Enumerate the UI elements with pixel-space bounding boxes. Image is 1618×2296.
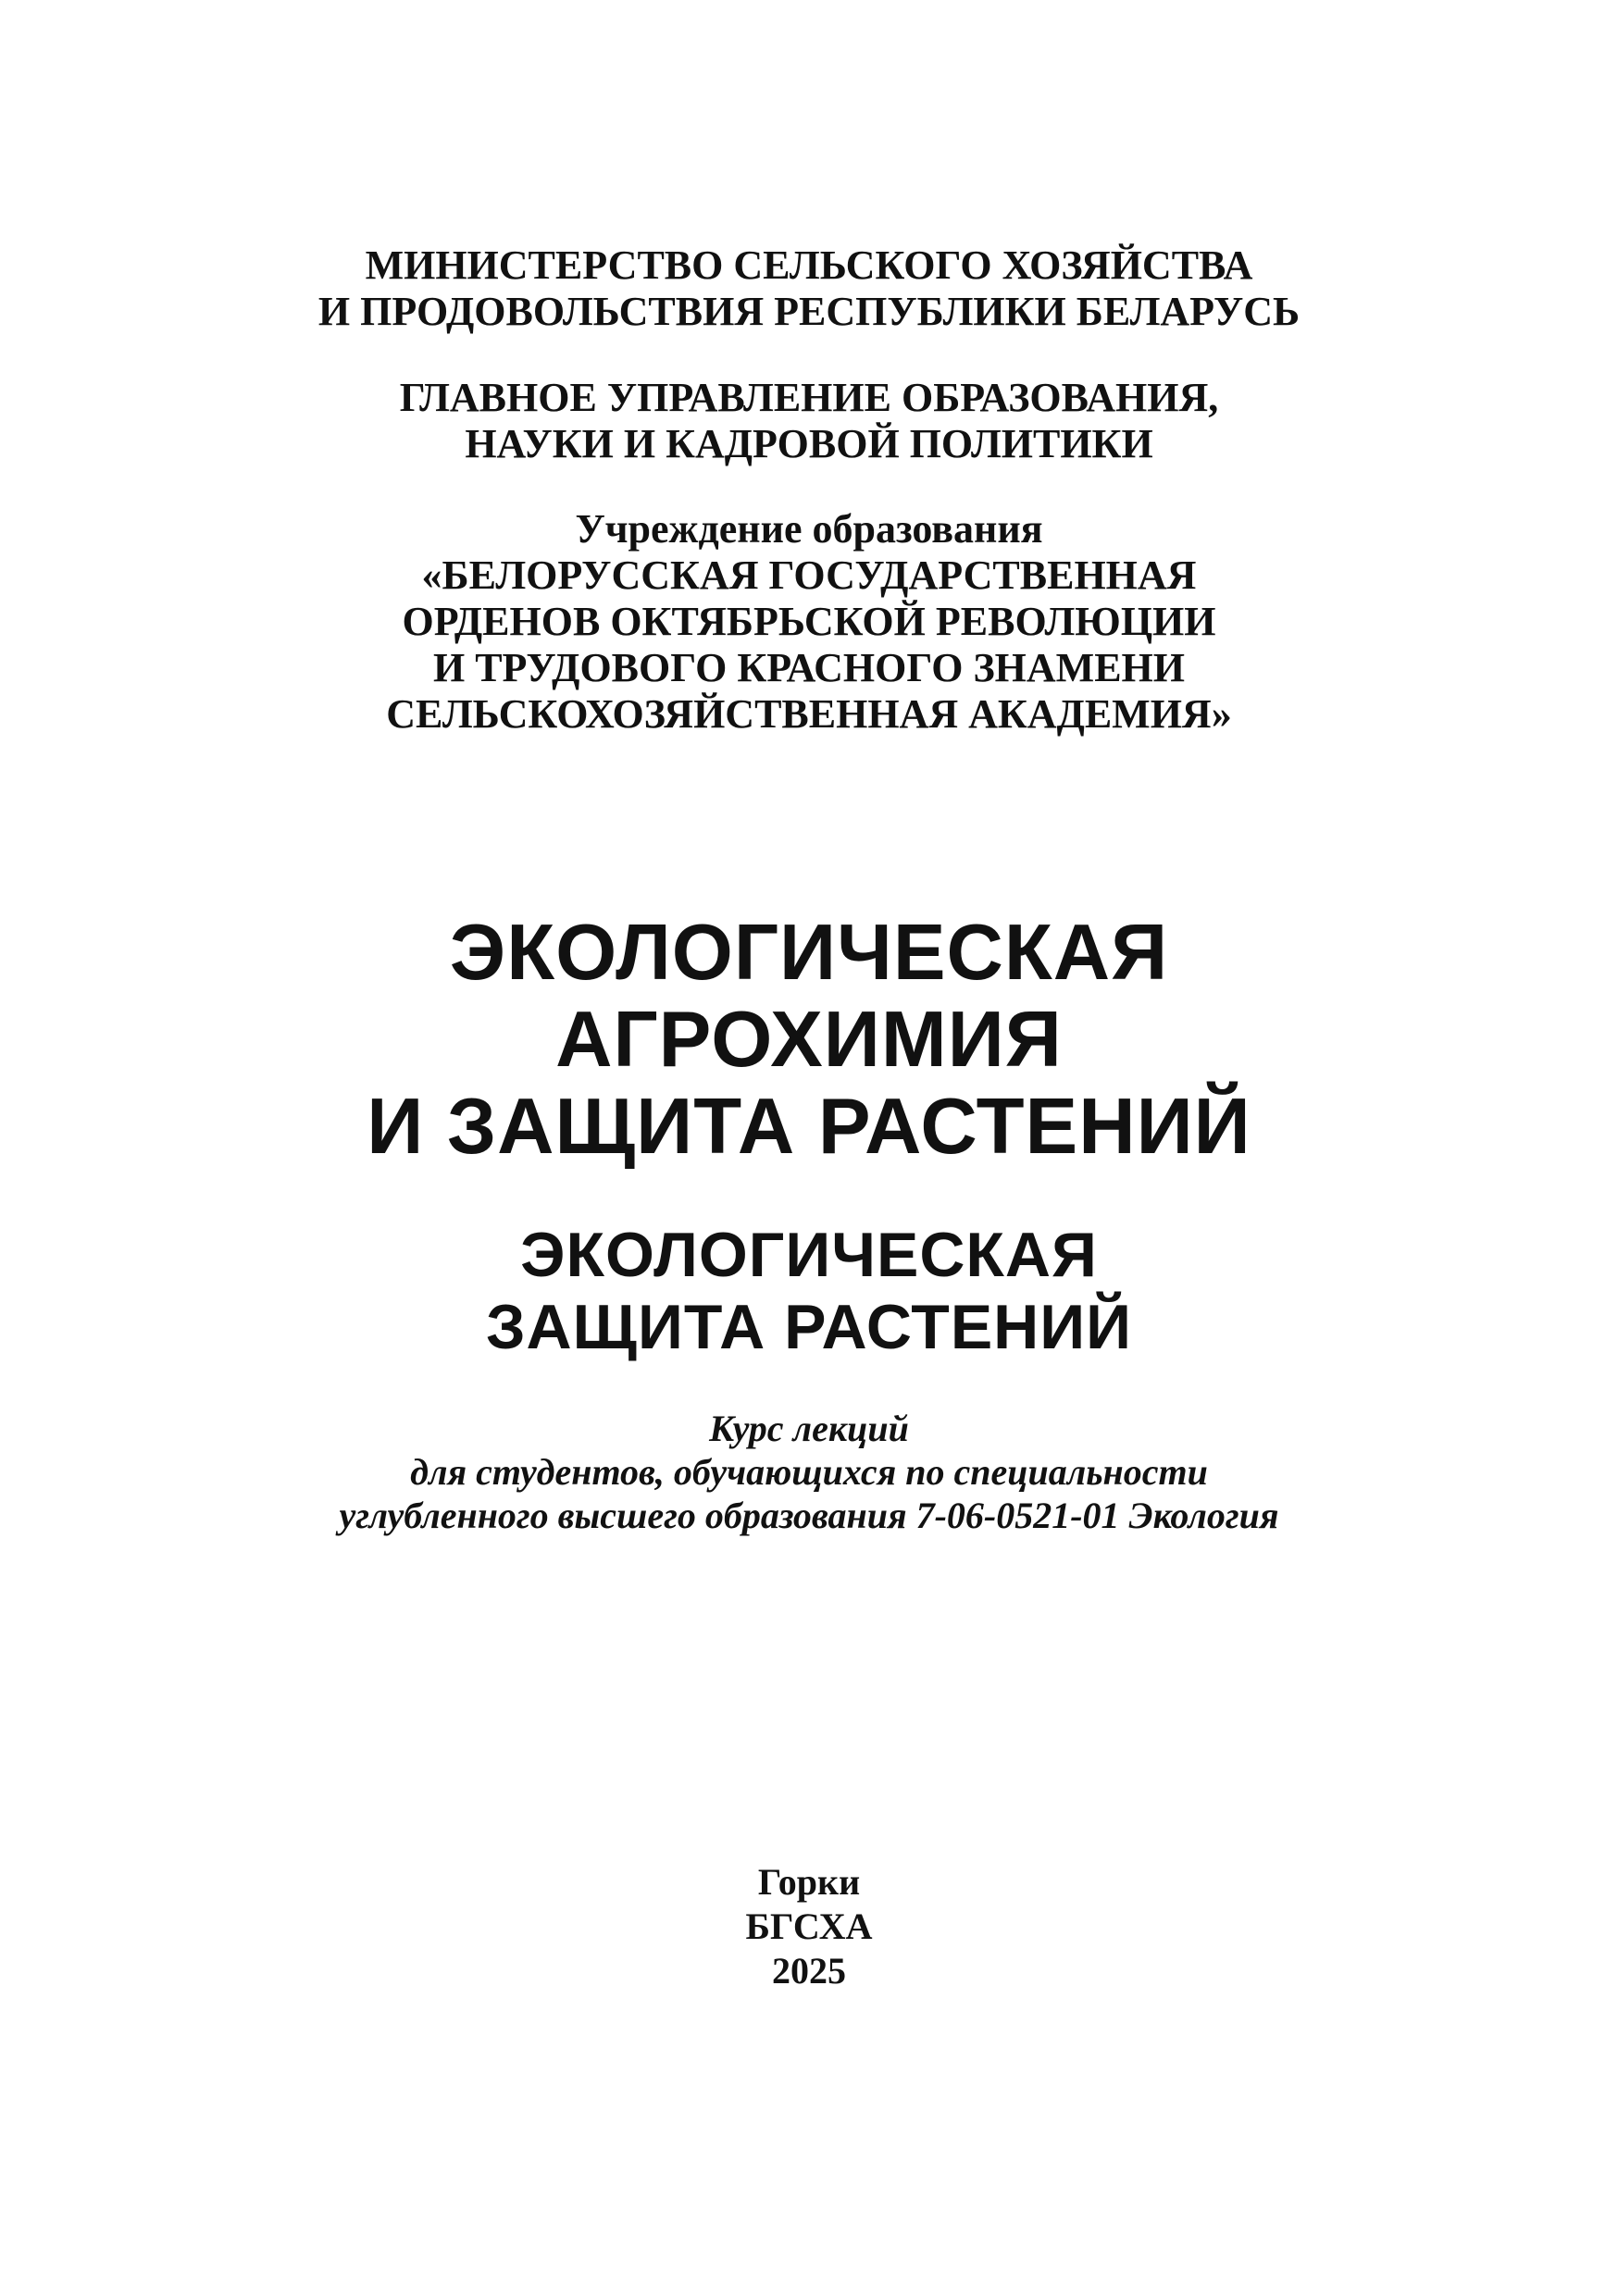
- subtitle-line-1: ЭКОЛОГИЧЕСКАЯ: [520, 1220, 1098, 1290]
- title-line-2: АГРОХИМИЯ: [555, 996, 1063, 1084]
- institution-block: [0, 506, 1618, 738]
- institution-type: Учреждение образования: [575, 506, 1043, 552]
- ministry-line-2: И ПРОДОВОЛЬСТВИЯ РЕСПУБЛИКИ БЕЛАРУСЬ: [317, 289, 1301, 334]
- subtitle-line-2: ЗАЩИТА РАСТЕНИЙ: [485, 1292, 1133, 1362]
- imprint: [0, 1860, 1618, 1993]
- imprint-year: 2025: [772, 1950, 846, 1992]
- book-title: [0, 910, 1618, 1171]
- institution-line-1: «БЕЛОРУССКАЯ ГОСУДАРСТВЕННАЯ: [421, 552, 1197, 598]
- imprint-publisher: БГСХА: [745, 1905, 873, 1947]
- department-header: [0, 375, 1618, 467]
- title-line-3: И ЗАЩИТА РАСТЕНИЙ: [367, 1083, 1251, 1171]
- ministry-line-1: МИНИСТЕРСТВО СЕЛЬСКОГО ХОЗЯЙСТВА: [365, 242, 1253, 288]
- department-line-1: ГЛАВНОЕ УПРАВЛЕНИЕ ОБРАЗОВАНИЯ,: [399, 375, 1219, 420]
- description-line-2: для студентов, обучающихся по специальности: [410, 1451, 1208, 1493]
- description-line-1: Курс лекций: [709, 1408, 909, 1449]
- institution-line-3: И ТРУДОВОГО КРАСНОГО ЗНАМЕНИ: [432, 645, 1186, 690]
- ministry-header: [0, 242, 1618, 335]
- course-description: [0, 1407, 1618, 1537]
- title-line-1: ЭКОЛОГИЧЕСКАЯ: [449, 909, 1169, 997]
- institution-line-2: ОРДЕНОВ ОКТЯБРЬСКОЙ РЕВОЛЮЦИИ: [402, 599, 1216, 644]
- imprint-city: Горки: [757, 1861, 861, 1903]
- department-line-2: НАУКИ И КАДРОВОЙ ПОЛИТИКИ: [465, 421, 1153, 466]
- description-line-3: углубленного высшего образования 7-06-0521-01 Экология: [339, 1495, 1279, 1536]
- book-subtitle: [0, 1219, 1618, 1363]
- institution-line-4: СЕЛЬСКОХОЗЯЙСТВЕННАЯ АКАДЕМИЯ»: [386, 691, 1232, 737]
